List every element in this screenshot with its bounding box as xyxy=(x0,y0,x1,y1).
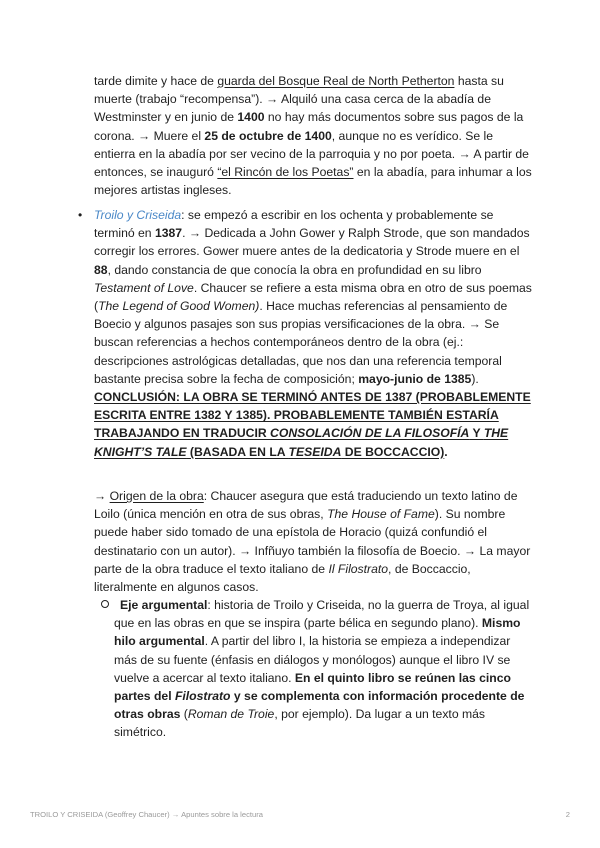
text-run: ). Su nombre puede haber sido tomado de una epístola de Horacio (quizá confundió el destinatario con un autor). → Infñuyo también la filosofía de Boecio. → La mayor parte de la obra traduce el texto italiano de xyxy=(94,507,531,576)
text-run: : historia de Troilo y Criseida, no la guerra de Troya, al igual que en las obras en que se inspira (parte bélica en segundo plano). xyxy=(114,598,530,631)
conclusion-text: CONCLUSIÓN: LA OBRA SE TERMINÓ ANTES DE 1387 (PROBABLEMENTE ESCRITA ENTRE 1382 Y 1385). PROBABLEMENTE TAMBIÉN ESTARÍA TRABAJANDO EN TRADUCIR xyxy=(94,390,531,441)
text-run: ( xyxy=(180,707,188,722)
underlined-phrase: guarda del Bosque Real de North Petherton xyxy=(217,74,455,88)
text-run: hasta su muerte (trabajo “recompensa”). → Alquiló una casa cerca de la abadía de Westminster y en junio de xyxy=(94,74,504,125)
bullet-troilo xyxy=(94,206,534,461)
italic-title: Testament of Love xyxy=(94,280,194,295)
conclusion-italic-title: TESEIDA xyxy=(288,444,342,459)
footer-title: TROILO Y CRISEIDA (Geoffrey Chaucer) → Apuntes sobre la lectura xyxy=(30,810,263,819)
text-run: , de Boccaccio, literalmente en algunos casos. xyxy=(94,561,471,595)
conclusion-period: . xyxy=(444,444,448,459)
text-run: en la abadía, para inhumar a los mejores artistas ingleses. xyxy=(94,165,532,198)
italic-title: The House of Fame xyxy=(327,507,435,522)
text-run: . Hace muchas referencias al pensamiento de Boecio y algunos pasajes son sus propias versificaciones de la obra. → Se buscan referencias a hechos contemporáneos dentro de la obra (ej.: descripciones astrológicas detalladas, que nos dan una referencia temporal bastante precisa sobre la fecha de composición; xyxy=(94,299,508,386)
text-run: . A partir del libro I, la historia se empieza a independizar más de su fuente (énfasis en diálogos y monólogos) aunque el libro IV se vuelve a acercar al texto italiano. xyxy=(114,634,511,685)
italic-title: The Legend of Good Women) xyxy=(98,299,260,314)
sub-bullet-circle-icon xyxy=(101,600,109,608)
bold-label: Mismo hilo argumental xyxy=(114,616,521,649)
bold-italic-title: Filostrato xyxy=(174,689,231,704)
text-run: . → Dedicada a John Gower y Ralph Strode, que son mandados corregir los errores. Gower muere antes de la dedicatoria y Strode muere en el xyxy=(94,226,530,259)
text-run: tarde dimite y hace de xyxy=(94,74,218,88)
conclusion-italic-title: CONSOLACIÓN DE LA FILOSOFÍA xyxy=(270,426,470,441)
text-run: no hay más documentos sobre sus pagos de la corona. → Muere el xyxy=(94,110,524,143)
conclusion-text: DE BOCCACCIO) xyxy=(341,444,445,459)
italic-title: Roman de Troie xyxy=(187,707,275,722)
sub-item-eje-argumental xyxy=(114,596,534,742)
underlined-phrase: “el Rincón de los Poetas” xyxy=(217,165,354,180)
bold-year: 1387 xyxy=(154,226,183,241)
underlined-heading: Origen de la obra xyxy=(109,489,204,503)
bold-year: 1400 xyxy=(237,110,265,125)
link-troilo-y-criseida[interactable]: Troilo y Criseida xyxy=(94,208,182,222)
bold-date: 25 de octubre de 1400 xyxy=(204,128,332,143)
arrow-text: → xyxy=(94,489,110,503)
text-run: ). xyxy=(471,371,479,386)
conclusion xyxy=(94,390,531,459)
bullet-marker: • xyxy=(78,208,83,222)
conclusion-italic-title: THE KNIGHT’S TALE xyxy=(94,426,509,459)
bold-label: Eje argumental xyxy=(120,598,208,612)
text-run: . Chaucer se refiere a esta misma obra en otro de sus poemas ( xyxy=(94,280,532,314)
bold-text: y se complementa con información procedente de otras obras xyxy=(114,689,525,722)
top-paragraph xyxy=(94,72,534,199)
origen-paragraph xyxy=(94,487,534,596)
bold-number: 88 xyxy=(94,262,108,277)
text-run: , dando constancia de que conocía la obra en profundidad en su libro xyxy=(107,262,482,277)
page-number: 2 xyxy=(565,810,570,819)
bold-date: mayo-junio de 1385 xyxy=(358,371,472,386)
text-run: : Chaucer asegura que está traduciendo un texto latino de Loilo (única mención en otra de sus obras, xyxy=(94,489,518,522)
text-run: , aunque no es verídico. Se le entierra en la abadía por ser vecino de la parroquia y no por poeta. → A partir de entonces, se inauguró xyxy=(94,128,529,180)
italic-title: Il Filostrato xyxy=(328,561,389,576)
conclusion-text: (BASADA EN LA xyxy=(186,444,289,459)
bold-text: En el quinto libro se reúnen las cinco partes del xyxy=(114,670,511,704)
conclusion-text: Y xyxy=(469,426,484,441)
text-run: : se empezó a escribir en los ochenta y probablemente se terminó en xyxy=(94,208,494,241)
text-run: , por ejemplo). Da lugar a un texto más simétrico. xyxy=(114,707,486,740)
